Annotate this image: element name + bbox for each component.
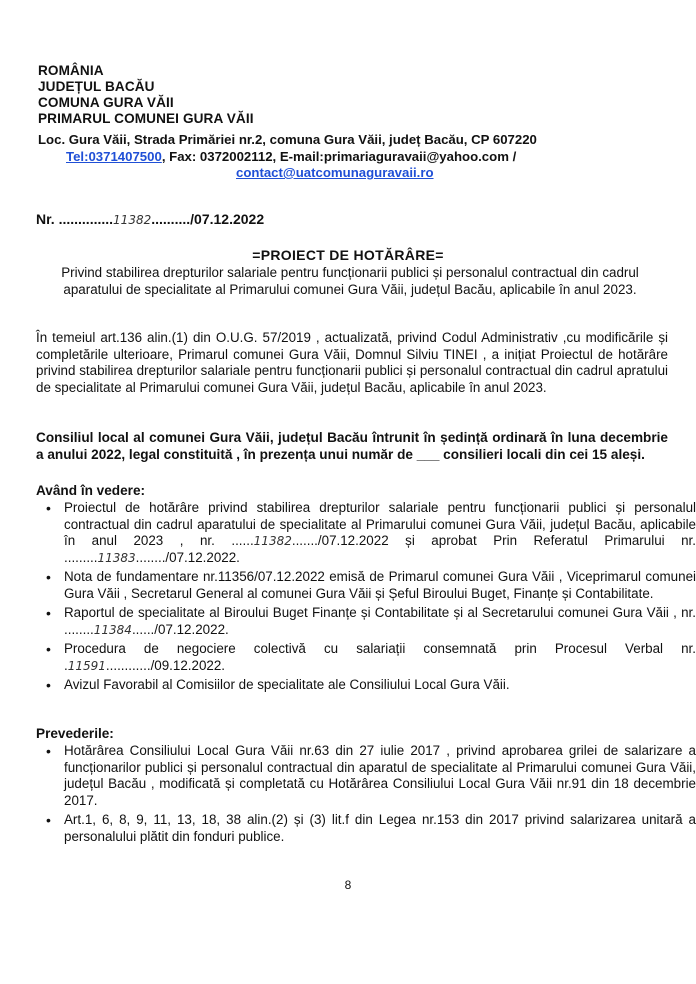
handwritten-number: 11591	[67, 658, 106, 673]
handwritten-number: 11382	[113, 213, 152, 227]
nr-date: /07.12.2022	[190, 211, 265, 227]
considering-heading: Având în vedere:	[36, 483, 146, 498]
nr-prefix: Nr.	[36, 211, 59, 227]
header-country: ROMÂNIA	[38, 63, 104, 78]
document-subtitle: Privind stabilirea drepturilor salariale pentru funcționarii publici și personalul contractual din cadrul aparatului de specialitate al Primarului comunei Gura Văii, județul Bacău, aplicabile în anul 2023.	[61, 265, 639, 297]
fax-email-text: , Fax: 0372002112, E-mail:primariaguravaii@yahoo.com /	[161, 149, 517, 164]
council-statement: Consiliul local al comunei Gura Văii, județul Bacău întrunit în ședință ordinară în luna decembrie a anului 2022, legal constituită , în prezența unui număr de ___ consilieri locali din cei 15 aleși.	[36, 430, 668, 462]
handwritten-number: 11382	[253, 534, 292, 548]
list-item: • Avizul Favorabil al Comisiilor de specialitate ale Consiliului Local Gura Văii.	[64, 677, 696, 694]
list-item: • Raportul de specialitate al Biroului Buget Finanțe și Contabilitate și al Secretarului comunei Gura Văii , nr. ........11384....../07.12.2022.	[64, 605, 696, 638]
provisions-heading: Prevederile:	[36, 726, 114, 741]
contact-email-line	[236, 165, 434, 181]
contact-line	[66, 149, 516, 165]
address-line: Loc. Gura Văii, Strada Primăriei nr.2, comuna Gura Văii, județ Bacău, CP 607220	[38, 132, 537, 147]
list-item: • Proiectul de hotărâre privind stabilirea drepturilor salariale pentru funcționarii publici și personalul contractual din cadrul aparatului de specialitate al Primarului comunei Gura Văii, județul Bacău, aplicabile în anul 2023 , nr. ......11382......./07.12.2022 și aprobat Prin Referatul Primarului nr. .........11383......../07.12.2022.	[64, 500, 696, 566]
list-item: • Art.1, 6, 8, 9, 11, 13, 18, 38 alin.(2) și (3) lit.f din Legea nr.153 din 2017 privind salarizarea unitară a personalului plătit din fonduri publice.	[64, 812, 696, 845]
nr-dots-right: ..........	[151, 211, 191, 227]
handwritten-number: 11384	[93, 622, 132, 637]
header-commune: COMUNA GURA VĂII	[38, 95, 174, 110]
list-item: • Nota de fundamentare nr.11356/07.12.2022 emisă de Primarul comunei Gura Văii , Viceprimarul comunei Gura Văii , Secretarul General al comunei Gura Văii și Șeful Biroului Buget, Finanțe și Contabilitate.	[64, 569, 696, 602]
email-link[interactable]: contact@uatcomunaguravaii.ro	[236, 165, 434, 180]
page-number: 8	[344, 878, 352, 892]
list-item: • Procedura de negociere colectivă cu salariații consemnată prin Procesul Verbal nr. .11591............/09.12.2022.	[64, 641, 696, 674]
list-item: • Hotărârea Consiliului Local Gura Văii nr.63 din 27 iulie 2017 , privind aprobarea grilei de salarizare a funcționarilor publici și personalul contractual din aparatul de specialitate al Primarului comunei Gura Văii, județul Bacău , modificată și completată cu Hotărârea Consiliului Local Gura Văii nr.91 din 18 decembrie 2017.	[64, 743, 696, 809]
preamble-paragraph: În temeiul art.136 alin.(1) din O.U.G. 57/2019 , actualizată, privind Codul Administrativ ,cu modificările și completările ulterioare, Primarul comunei Gura Văii, Domnul Silviu TINEI , a inițiat Proiectul de hotărâre privind stabilirea drepturilor salariale pentru funcționarii publici și personalul contractual din cadrul apratului de specialitate al Primarului comunei Gura Văii, județul Bacău, aplicabile în anul 2023.	[36, 330, 668, 395]
header-county: JUDEȚUL BACĂU	[38, 79, 155, 94]
document-title: =PROIECT DE HOTĂRÂRE=	[252, 247, 444, 263]
registration-number	[36, 211, 264, 227]
header-mayor: PRIMARUL COMUNEI GURA VĂII	[38, 111, 254, 126]
nr-dots-left: ..............	[58, 211, 114, 227]
phone-link[interactable]: Tel:0371407500	[66, 149, 162, 164]
provisions-list	[38, 743, 696, 848]
handwritten-number: 11383	[97, 550, 136, 565]
considering-list	[38, 500, 696, 697]
